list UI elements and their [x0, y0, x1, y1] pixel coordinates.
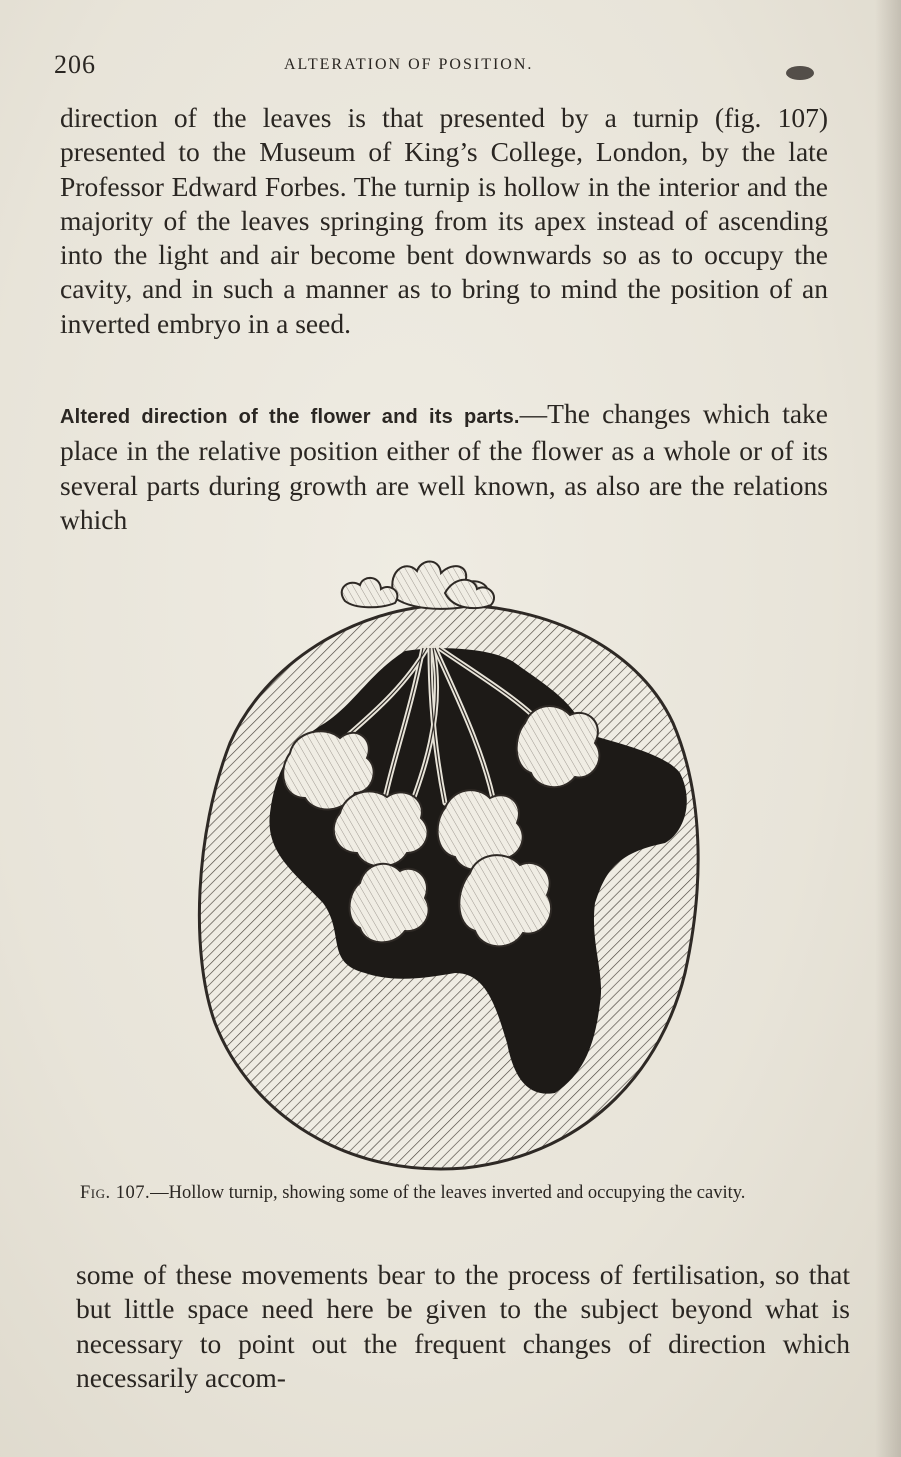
figure-caption-text: —Hollow turnip, showing some of the leaves inverted and occupying the cavity.	[150, 1183, 746, 1203]
spine-shadow	[875, 0, 901, 1457]
page-header	[54, 46, 824, 86]
figure-label: Fig. 107.	[80, 1183, 151, 1203]
crown-leaves	[342, 562, 494, 609]
paragraph-fertilisation: some of these movements bear to the process of fertilisation, so that but little space need here be given to the subject beyond what is necessary to point out the frequent changes of direction which necessarily accom-	[76, 1259, 850, 1393]
figure-caption	[80, 1182, 850, 1205]
paragraph-turnip-description: direction of the leaves is that presented by a turnip (fig. 107) presented to the Museum of King’s College, London, by the late Professor Edward Forbes. The turnip is hollow in the interior and the majority of the leaves springing from its apex instead of ascending into the light and air become bent downwards so as to occupy the cavity, and in such a manner as to bring to mind the position of an inverted embryo in a seed.	[60, 102, 828, 339]
figure-107	[195, 553, 705, 1173]
page-number: 206	[54, 50, 96, 79]
paragraph-flower-direction	[60, 397, 828, 537]
turnip-illustration	[195, 553, 705, 1173]
running-head: ALTERATION OF POSITION.	[284, 56, 534, 73]
paragraph-flower-text: —The changes which take place in the relative position either of the flower as a whole or of its several parts during growth are well known, as also are the relations which	[60, 398, 828, 535]
section-heading: Altered direction of the flower and its parts.	[60, 406, 520, 428]
